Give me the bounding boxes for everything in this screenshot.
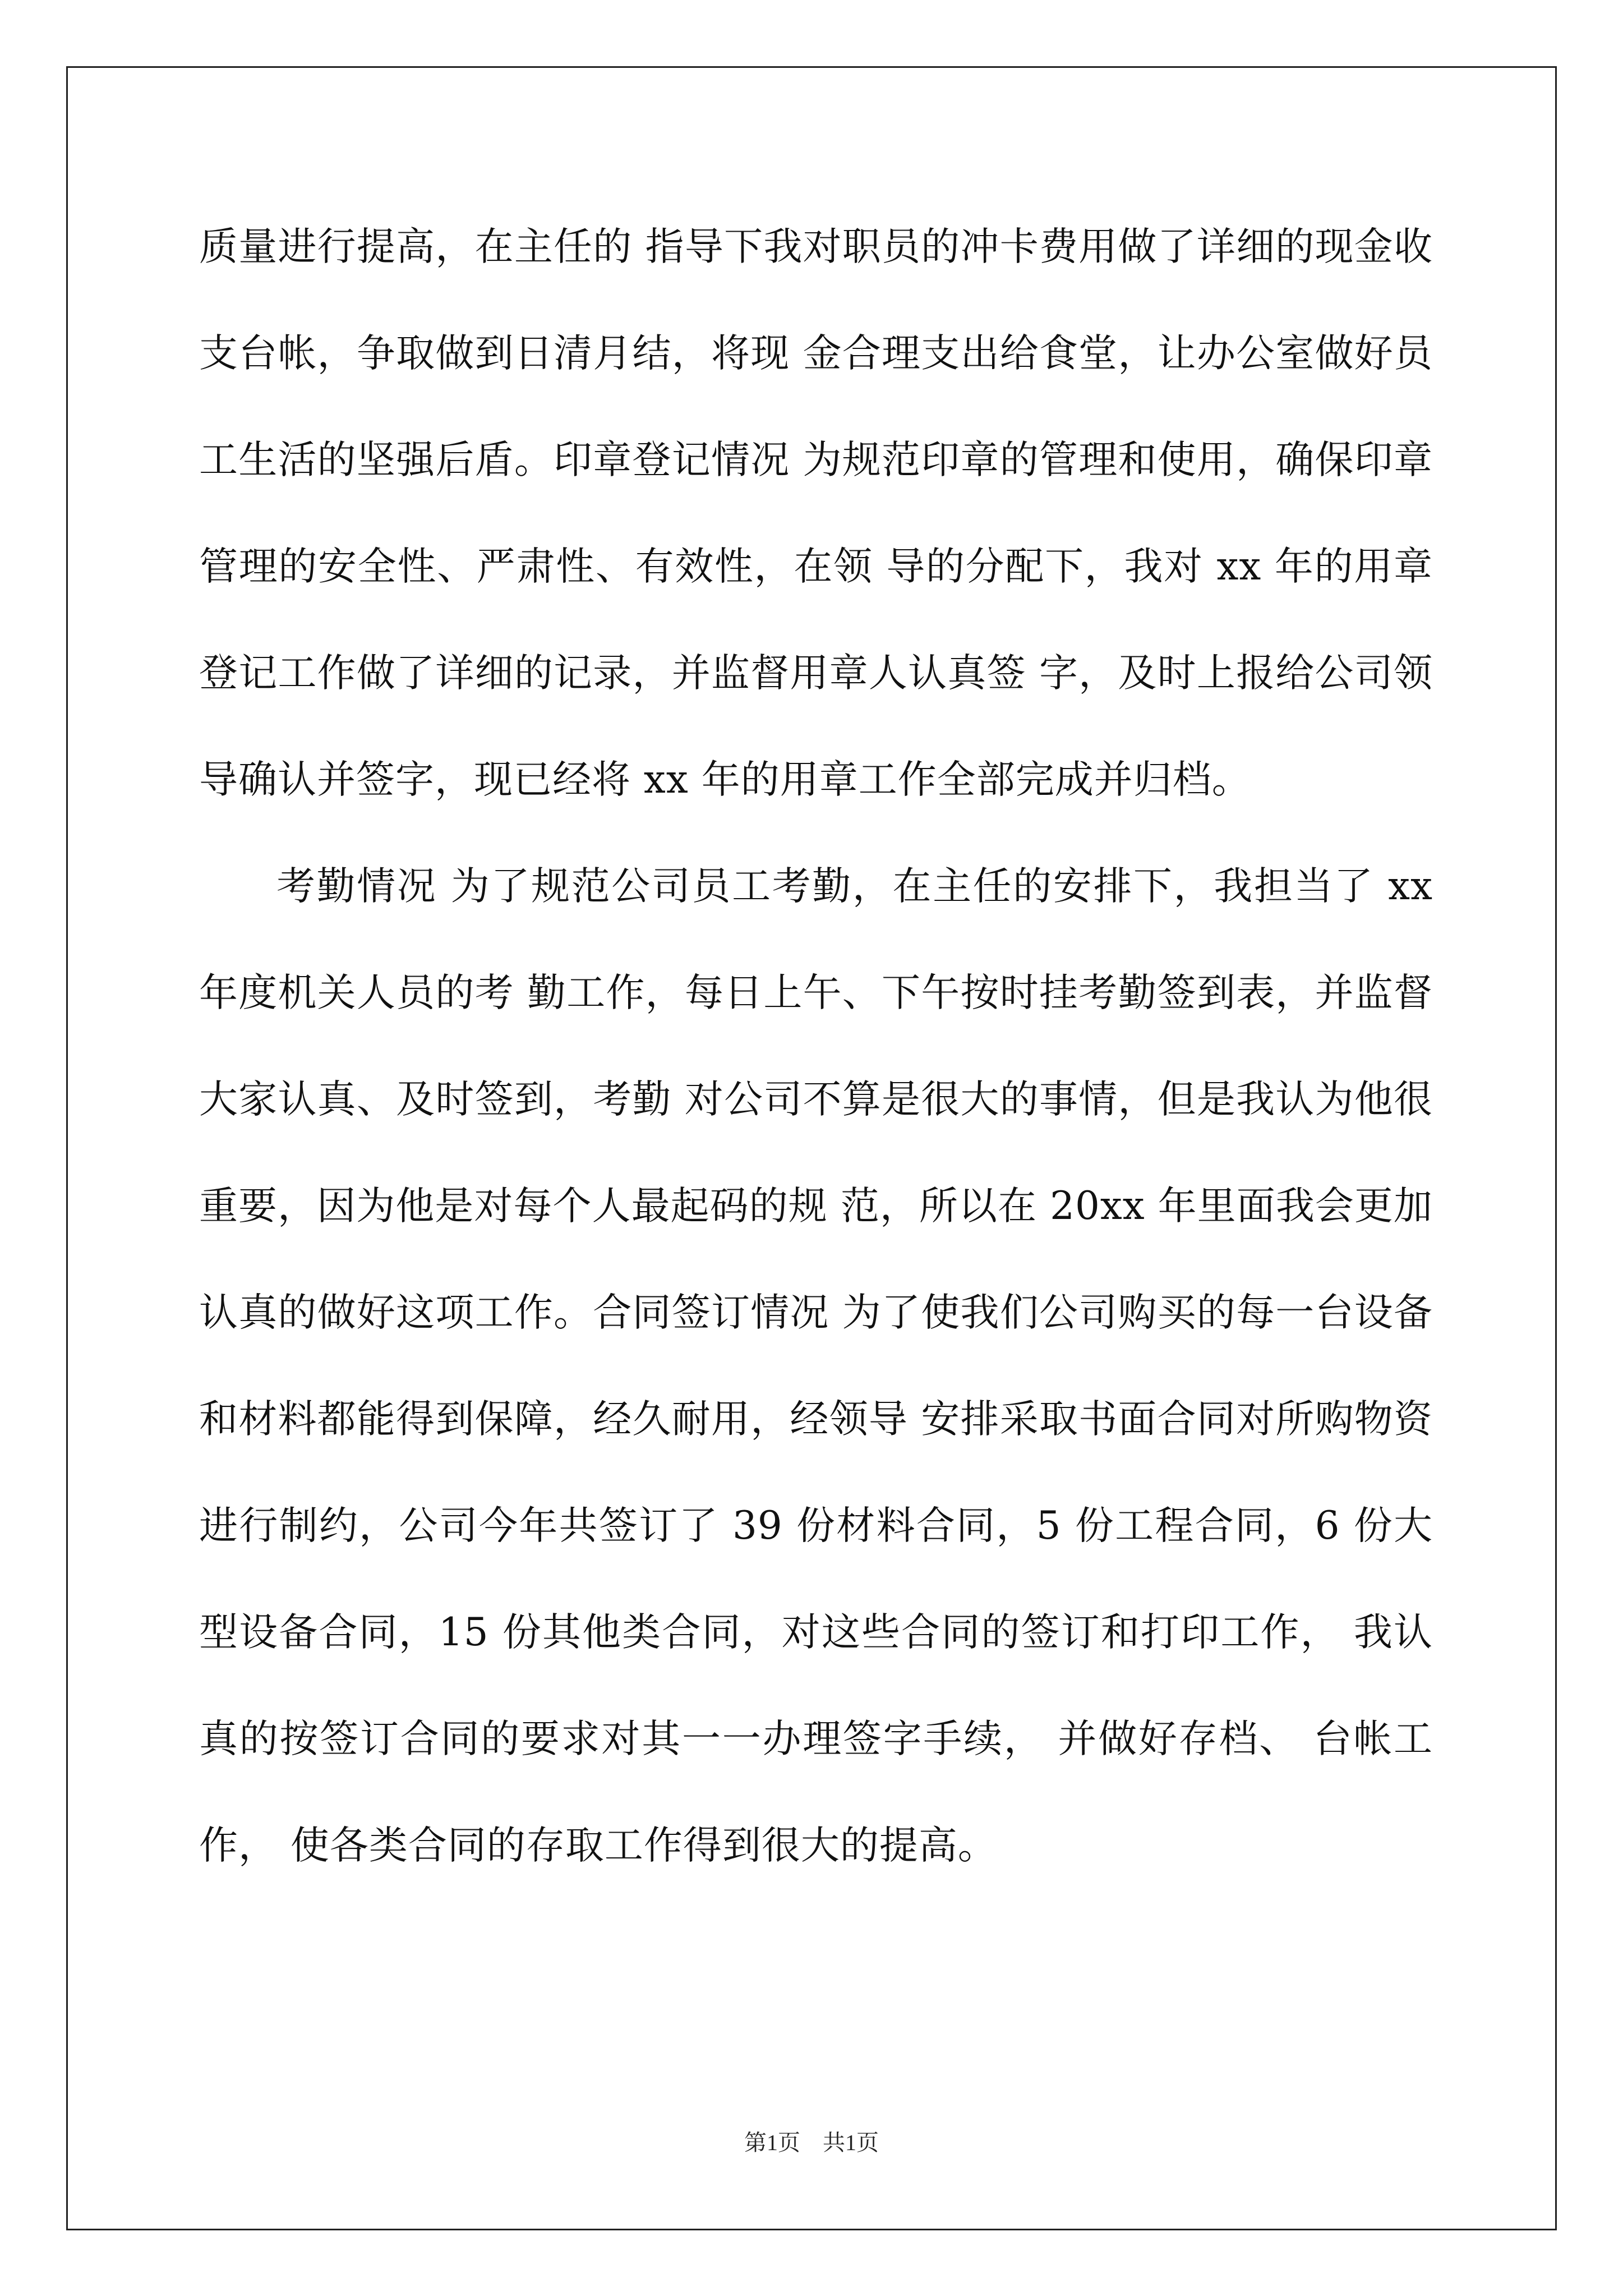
paragraph-2: 考勤情况 为了规范公司员工考勤，在主任的安排下，我担当了 xx 年度机关人员的考 勤工作，每日上午、下午按时挂考勤签到表，并监督大家认真、及时签到，考勤 对公司不算是很大的事情，但是我认为他很重要，因为他是对每个人最起码的规 范，所以在 20xx 年里面我会更加认真的做好这项工作。合同签订情况 为了使我们公司购买的每一台设备和材料都能得到保障，经久耐用，经领导 安排采取书面合同对所购物资进行制约，公司今年共签订了 39 份材料合同，5 份工程合同，6 份大型设备合同，15 份其他类合同，对这些合同的签订和打印工作， 我认真的按签订合同的要求对其一一办理签字手续， 并做好存档、 台帐工作， 使各类合同的存取工作得到很大的提高。	[199, 864, 1433, 1868]
page-footer: 第1页 共1页	[744, 2130, 879, 2155]
paragraph-1: 质量进行提高，在主任的 指导下我对职员的冲卡费用做了详细的现金收支台帐，争取做到日清月结，将现 金合理支出给食堂，让办公室做好员工生活的坚强后盾。印章登记情况 为规范印章的管理和使用，确保印章管理的安全性、严肃性、有效性，在领 导的分配下，我对 xx 年的用章登记工作做了详细的记录，并监督用章人认真签 字，及时上报给公司领导确认并签字，现已经将 xx 年的用章工作全部完成并归档。	[199, 224, 1433, 802]
document-body	[199, 194, 1433, 1899]
